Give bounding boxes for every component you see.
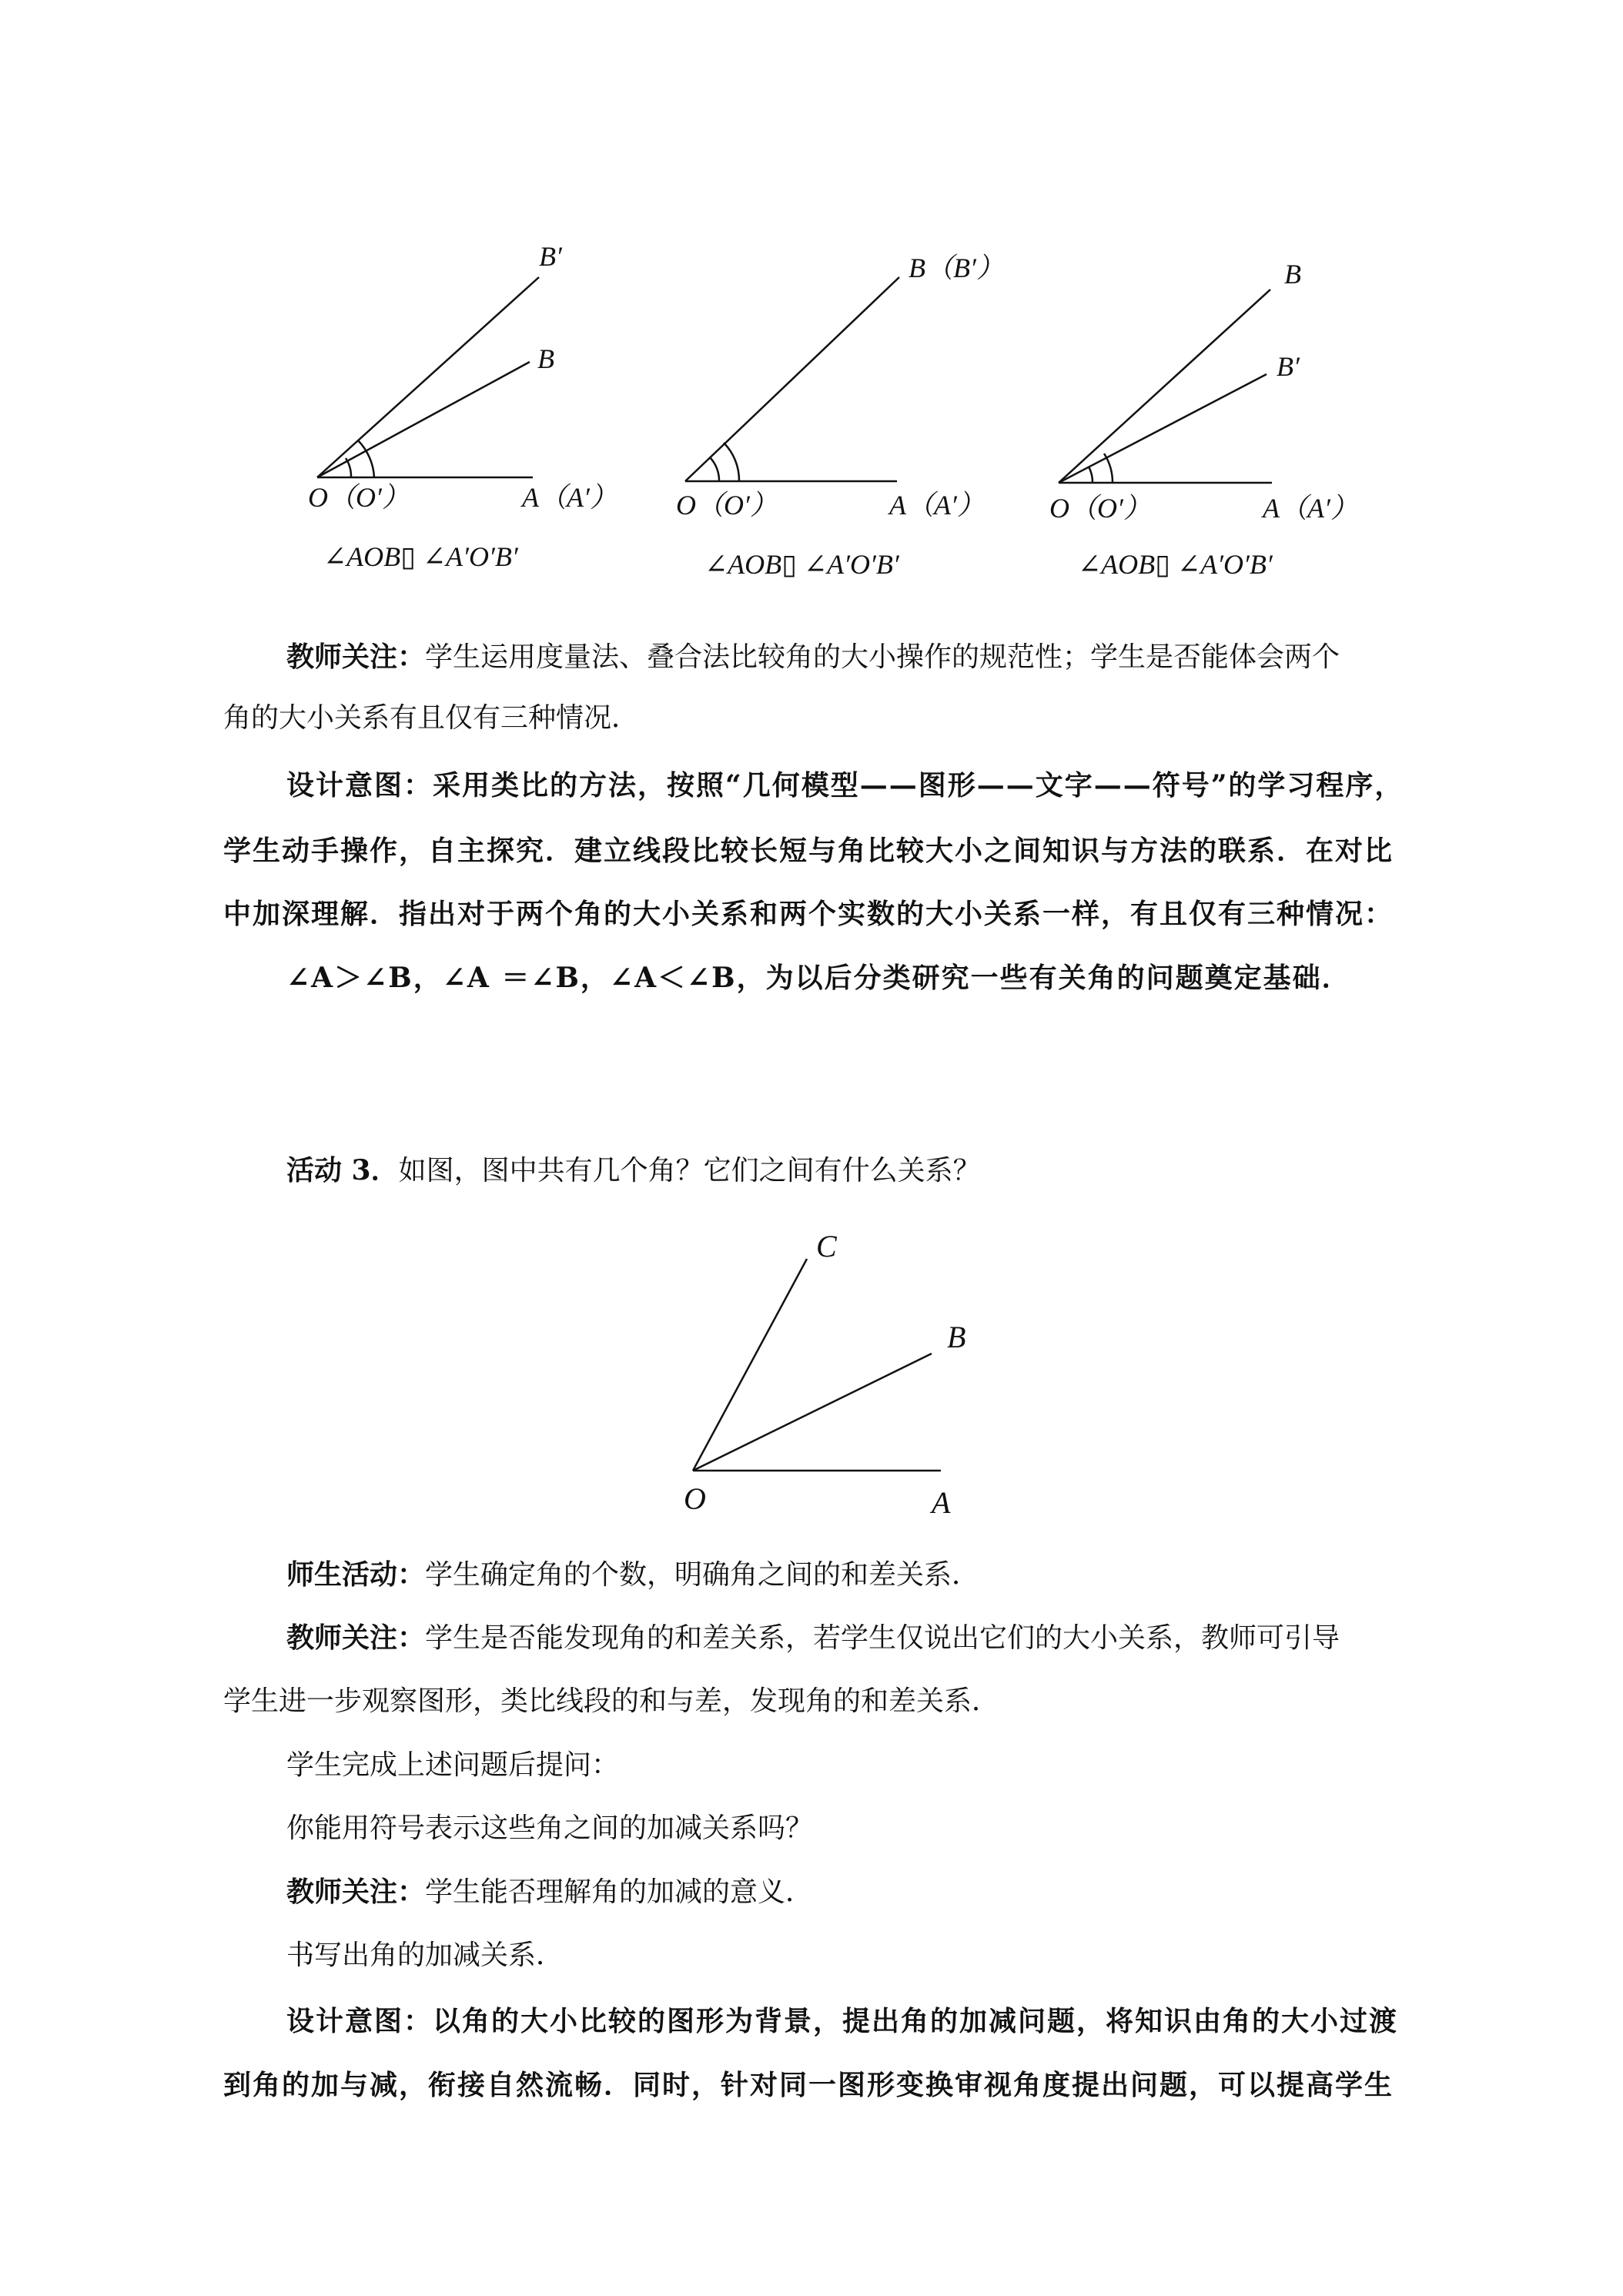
panel3-vertex-label: O（O′） (1049, 493, 1151, 524)
design-intent-5 (286, 2002, 1398, 2040)
label-c: C (816, 1229, 837, 1263)
panel1-arc-outer (358, 440, 374, 477)
panel3-ray-ob-prime (1059, 374, 1267, 483)
label-a: A (932, 1485, 951, 1520)
tf1-label: 教师关注： (286, 1622, 426, 1654)
panel2-arc-outer (724, 443, 739, 481)
paragraph-1 (286, 1746, 619, 1785)
panel1-mid-label: B (537, 343, 554, 374)
design-text-2: 学生动手操作，自主探究．建立线段比较长短与角比较大小之间知识与方法的联系．在对比 (223, 835, 1394, 867)
panel1-arc-inner (346, 458, 351, 477)
design-label: 设计意图： (286, 769, 433, 802)
teacher-student-activity (286, 1555, 979, 1595)
design2-label: 设计意图： (286, 2005, 433, 2037)
teacher-focus-3 (286, 1618, 1340, 1658)
tf2-label: 教师关注： (286, 1876, 426, 1908)
panel3-ray-ob (1059, 290, 1270, 483)
design-intent-4 (286, 959, 1351, 997)
angle-comparison-figure (0, 0, 1623, 616)
panel3-end-label: A（A′） (1263, 493, 1358, 524)
panel1-caption: ∠AOB▯ ∠A′O′B′ (323, 541, 518, 572)
teacher-focus-5 (286, 1873, 813, 1912)
panel1-ray-ob-prime (317, 277, 539, 477)
design-intent-1 (286, 766, 1404, 805)
design2-text-2: 到角的加与减，衔接自然流畅．同时，针对同一图形变换审视角度提出问题，可以提高学生 (223, 2069, 1394, 2101)
ray-ob (693, 1354, 932, 1471)
panel1-vertex-label: O（O′） (308, 482, 410, 513)
ts-text: 学生确定角的个数，明确角之间的和差关系． (425, 1559, 980, 1591)
teacher-focus-label: 教师关注： (286, 641, 426, 673)
activity3-angle-figure (0, 1217, 1623, 1540)
paragraph-2 (286, 1809, 813, 1848)
paragraph-3 (286, 1936, 564, 1975)
design-text-1: 采用类比的方法，按照“几何模型——图形——文字——符号”的学习程序， (433, 769, 1404, 802)
panel1-top-label: B′ (539, 241, 562, 272)
design2-text-1: 以角的大小比较的图形为背景，提出角的加减问题，将知识由角的大小过渡 (433, 2005, 1399, 2037)
activity3 (286, 1151, 981, 1190)
p1-text: 学生完成上述问题后提问： (286, 1749, 620, 1781)
panel3-arc-inner (1089, 467, 1093, 483)
panel1-end-label: A（A′） (522, 482, 617, 513)
activity3-label: 活动 3． (286, 1154, 399, 1186)
ts-label: 师生活动： (286, 1558, 426, 1591)
design-intent-6 (223, 2066, 1394, 2104)
label-b: B (947, 1320, 966, 1354)
panel2-vertex-label: O（O′） (676, 490, 778, 520)
panel1-ray-ob (317, 362, 530, 477)
p3-text: 书写出角的加减关系． (286, 1940, 564, 1971)
panel2-end-label: A（A′） (889, 490, 985, 520)
tf2-text: 学生能否理解角的加减的意义． (425, 1876, 814, 1908)
panel3-caption: ∠AOB▯ ∠A′O′B′ (1078, 549, 1273, 580)
tf1-text-2: 学生进一步观察图形，类比线段的和与差，发现角的和差关系． (223, 1685, 1000, 1717)
design-text-4: ∠A＞∠B，∠A ＝∠B，∠A＜∠B，为以后分类研究一些有关角的问题奠定基础． (286, 962, 1351, 994)
panel3-top-label: B (1284, 259, 1301, 290)
tf1-text-1: 学生是否能发现角的和差关系，若学生仅说出它们的大小关系，教师可引导 (425, 1622, 1340, 1654)
label-o: O (684, 1481, 706, 1516)
panel2-caption: ∠AOB▯ ∠A′O′B′ (704, 549, 899, 580)
design-intent-2 (223, 832, 1394, 870)
panel2-arc-inner (710, 457, 719, 481)
teacher-focus-text-2: 角的大小关系有且仅有三种情况． (223, 702, 640, 734)
design-intent-3 (223, 895, 1394, 933)
p2-text: 你能用符号表示这些角之间的加减关系吗？ (286, 1812, 814, 1844)
panel2-ray-ob (685, 277, 899, 481)
activity3-text: 如图，图中共有几个角？它们之间有什么关系？ (398, 1155, 981, 1186)
panel3-mid-label: B′ (1277, 351, 1300, 382)
teacher-focus-4 (223, 1682, 999, 1721)
teacher-focus-text-1: 学生运用度量法、叠合法比较角的大小操作的规范性；学生是否能体会两个 (425, 641, 1340, 673)
teacher-focus-2 (223, 699, 639, 738)
ray-oc (693, 1259, 807, 1471)
panel2-top-label: B（B′） (909, 253, 1004, 283)
teacher-focus-1 (286, 638, 1340, 677)
design-text-3: 中加深理解．指出对于两个角的大小关系和两个实数的大小关系一样，有且仅有三种情况： (223, 898, 1394, 930)
